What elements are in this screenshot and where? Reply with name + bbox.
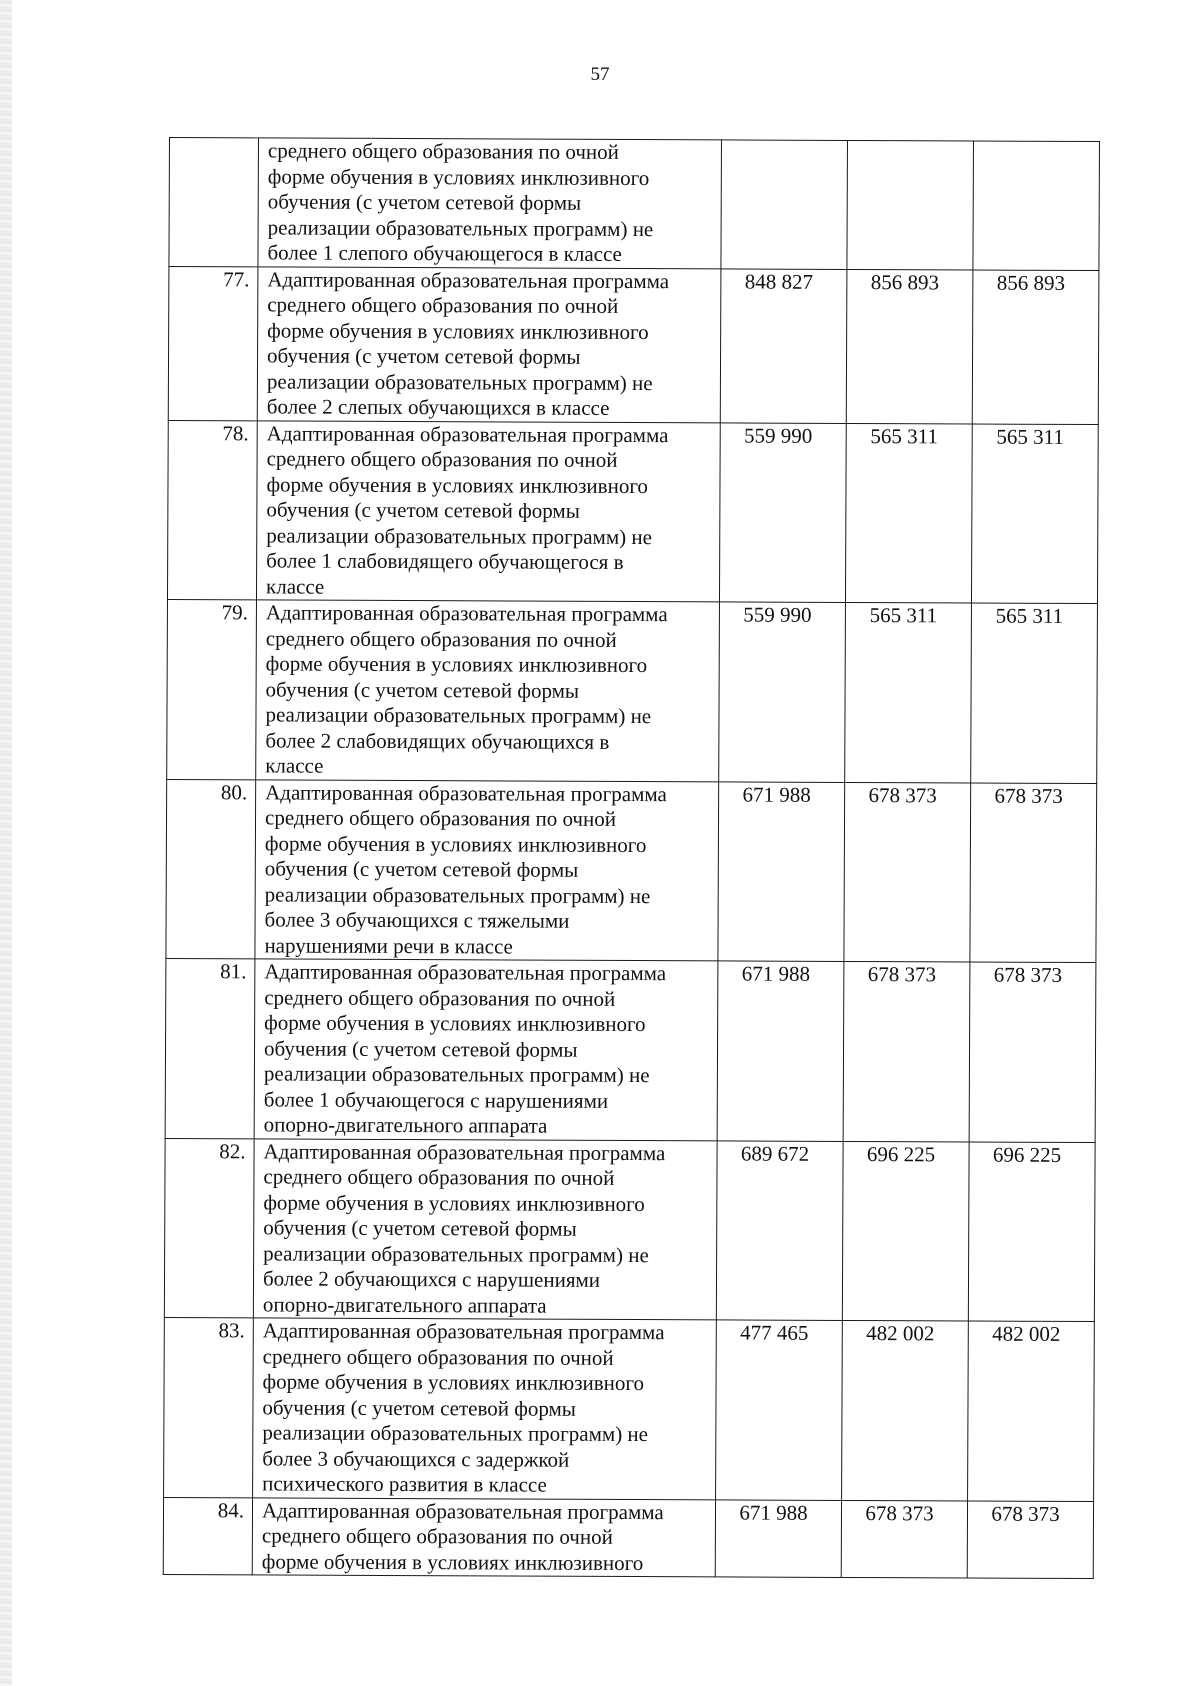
program-description-cell [254,959,718,1141]
value-cell-1 [717,961,844,1141]
row-number-cell [168,266,258,420]
program-description-cell [256,420,720,602]
row-number-cell [163,1497,252,1575]
value-3: 565 311 [995,603,1064,628]
program-description-cell [253,1318,717,1500]
row-number-cell [167,420,257,600]
row-number: 78. [222,420,249,445]
table-row [168,266,1099,424]
value-cell-2 [844,782,971,962]
row-number-cell [167,599,257,779]
value-1: 559 990 [743,602,812,627]
table-row [164,1317,1095,1501]
value-cell-3 [968,1321,1095,1501]
value-2: 696 225 [866,1141,936,1166]
value-cell-1 [718,781,845,961]
row-number: 83. [218,1318,245,1343]
row-number: 82. [219,1138,246,1163]
value-2: 565 311 [869,603,938,628]
value-1: 477 465 [740,1320,809,1345]
program-description: Адаптированная образовательная программа среднего общего образования по очной форме обучения в условиях инклюзивного обучения (с учетом сетевой формы реализации образовательных программ) не более 1 слабовидящего обучающегося в классе [265,420,669,599]
row-number-cell [164,1138,254,1318]
value-3: 696 225 [992,1142,1062,1167]
program-description-cell [257,266,721,422]
value-1: 671 988 [741,961,811,986]
value-cell-1 [715,1499,841,1577]
value-cell-1 [716,1140,843,1320]
value-cell-3 [969,962,1096,1142]
program-description: Адаптированная образовательная программа среднего общего образования по очной форме обучения в условиях инклюзивного обучения (с учетом сетевой формы реализации образовательных программ) не более 3 обучающихся с тяжелыми нарушениями речи в классе [264,779,667,959]
program-description: Адаптированная образовательная программа среднего общего образования по очной форме обучения в условиях инклюзивного [261,1497,664,1575]
value-cell-3 [970,783,1097,963]
value-cell-3 [973,141,1100,270]
value-cell-2 [841,1500,967,1578]
value-1: 848 827 [744,269,814,294]
value-cell-3 [967,1500,1093,1578]
table-row [167,420,1098,604]
row-number: 80. [220,779,248,804]
program-description: Адаптированная образовательная программа среднего общего образования по очной форме обучения в условиях инклюзивного обучения (с учетом сетевой формы реализации образовательных программ) не более 1 обучающегося с нарушениями опорно-двигательного аппарата [263,959,667,1138]
program-description-cell [258,138,722,269]
row-number: 79. [221,600,248,625]
value-cell-1 [721,140,848,269]
value-1: 689 672 [740,1141,810,1166]
value-cell-2 [846,269,973,424]
row-number-cell [165,958,255,1138]
program-description: Адаптированная образовательная программа среднего общего образования по очной форме обучения в условиях инклюзивного обучения (с учетом сетевой формы реализации образовательных программ) не более 2 слепых обучающихся в классе [266,266,670,420]
value-cell-2 [842,1320,969,1500]
value-cell-2 [842,1141,969,1321]
value-3: 678 373 [991,1501,1060,1526]
page-number: 57 [590,64,610,85]
value-1: 671 988 [742,782,811,807]
value-cell-2 [847,140,974,269]
scan-edge-artifact [0,0,12,1686]
value-cell-1 [719,422,846,602]
table-row [166,779,1097,963]
program-description-cell [256,600,720,782]
value-3: 482 002 [992,1321,1061,1346]
value-2: 678 373 [865,1500,934,1525]
program-description-cell [252,1497,715,1577]
value-2: 856 893 [870,269,940,294]
value-2: 482 002 [866,1321,935,1346]
value-cell-2 [843,961,970,1141]
row-number: 81. [220,959,247,984]
tariff-table [163,137,1100,1579]
program-description-cell [255,779,719,961]
value-2: 565 311 [870,423,938,448]
program-description: среднего общего образования по очной форме обучения в условиях инклюзивного обучения (с учетом сетевой формы реализации образовательных программ) не более 1 слепого обучающегося в классе [267,138,654,266]
program-description: Адаптированная образовательная программа среднего общего образования по очной форме обучения в условиях инклюзивного обучения (с учетом сетевой формы реализации образовательных программ) не более 2 обучающихся с нарушениями опорно-двигательного аппарата [262,1138,666,1318]
table-row [169,138,1100,271]
table-row [165,958,1096,1142]
table-row [164,1138,1095,1322]
value-cell-3 [971,603,1098,783]
value-1: 559 990 [744,423,813,448]
table-row [167,599,1098,783]
value-3: 678 373 [994,783,1063,808]
program-description: Адаптированная образовательная программа среднего общего образования по очной форме обучения в условиях инклюзивного обучения (с учетом сетевой формы реализации образовательных программ) не более 2 слабовидящих обучающихся в классе [265,600,668,778]
table-row [163,1497,1093,1579]
value-1: 671 988 [739,1500,808,1525]
row-number-cell [169,138,259,267]
value-cell-1 [719,602,846,782]
row-number: 84. [217,1497,245,1522]
program-description: Адаптированная образовательная программа среднего общего образования по очной форме обучения в условиях инклюзивного обучения (с учетом сетевой формы реализации образовательных программ) не более 3 обучающихся с задержкой психического развития в классе [262,1318,665,1497]
value-3: 856 893 [996,270,1066,295]
value-cell-2 [845,423,972,603]
value-cell-3 [972,270,1099,425]
value-3: 678 373 [993,962,1063,987]
value-cell-2 [845,602,972,782]
value-cell-3 [968,1142,1095,1322]
value-3: 565 311 [996,424,1064,449]
program-description-cell [253,1138,717,1320]
row-number-cell [164,1317,254,1497]
row-number: 77. [223,266,250,291]
value-2: 678 373 [867,962,937,987]
value-2: 678 373 [868,782,937,807]
row-number-cell [166,779,256,959]
value-cell-1 [720,268,847,423]
value-cell-3 [971,424,1098,604]
table-body [163,138,1099,1579]
value-cell-1 [716,1320,843,1500]
